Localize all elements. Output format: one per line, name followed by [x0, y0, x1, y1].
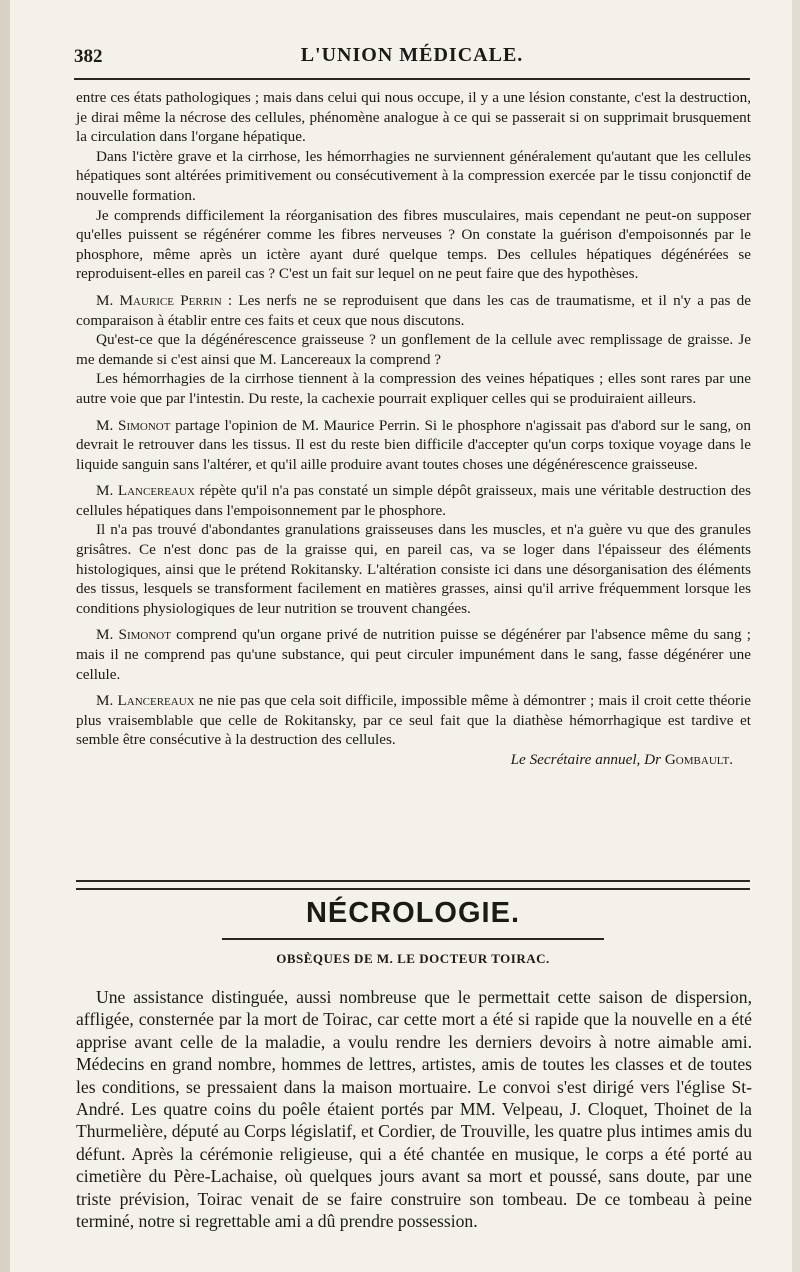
paragraph	[76, 481, 751, 520]
paragraph: Les hémorrhagies de la cirrhose tiennent à la compression des veines hépatiques ; elles sont rares par une autre voie que par l'intestin. Du reste, la cachexie pourrait expliquer celles qui se produiraient ailleurs.	[76, 370, 751, 407]
paragraph: Il n'a pas trouvé d'abondantes granulations graisseuses dans les muscles, et n'a guère vu que des granules grisâtres. Ce n'est donc pas de la graisse qui, en pareil cas, va se loger dans l'épaisseur des éléments histologiques, ainsi que le prétend Rokitansky. L'altération consiste ici dans une désorganisation des éléments des tissus, lesquels se transforment facilement en matières grasses, ainsi qu'il arrive fréquemment lorsque les conditions physiologiques de leur nutrition se trouvent changées.	[76, 521, 751, 617]
section-divider	[76, 880, 750, 890]
paragraph: entre ces états pathologiques ; mais dans celui qui nous occupe, il y a une lésion constante, c'est la destruction, je dirai même la nécrose des cellules, phénomène analogue à ce qui se passerait si on supprimait brusquement la circulation dans l'organe hépatique.	[76, 89, 751, 146]
running-title: L'UNION MÉDICALE.	[300, 44, 524, 66]
speaker-name: M. Maurice Perrin	[96, 291, 222, 309]
obituary-text: Une assistance distinguée, aussi nombreuse que le permettait cette saison de dispersion, affligée, consternée par la mort de Toirac, car cette mort a été si rapide que la nouvelle en a été apprise avant celle de la maladie, a voulu rendre les derniers devoirs à notre aimable ami. Médecins en grand nombre, hommes de lettres, artistes, amis de toutes les classes et de toutes les conditions, se pressaient dans la maison mortuaire. Le convoi s'est dirigé vers l'église St-André. Les quatre coins du poêle étaient portés par MM. Velpeau, J. Cloquet, Thoinet de la Thurmelière, député au Corps législatif, et Cordier, de Trouville, les quatre plus intimes amis du défunt. Après la cérémonie religieuse, qui a été chantée en musique, le corps a été porté au cimetière du Père-Lachaise, où quelques jours avant sa mort et poussé, sans doute, par une triste prévision, Toirac venait de se faire construire son tombeau. De ce tombeau à peine terminé, notre si regrettable ami a dû prendre possession.	[76, 987, 752, 1232]
signature-prefix: Dr	[640, 751, 665, 768]
header-rule	[74, 78, 750, 80]
page-edge-shadow	[0, 0, 10, 1272]
speaker-name: M. Lancereaux	[96, 692, 195, 710]
speaker-name: M. Simonot	[96, 626, 171, 644]
signature	[76, 750, 751, 770]
speaker-name: M. Lancereaux	[96, 482, 195, 500]
section-title: NÉCROLOGIE.	[305, 897, 520, 929]
page-number: 382	[74, 46, 103, 67]
paragraph	[76, 291, 751, 330]
speech-text: comprend qu'un organe privé de nutrition puisse se dégénérer par l'absence même du sang ; mais il ne comprend pas qu'une substance, qui peut circuler impunément dans le sang, fasse dégénérer une cellule.	[76, 626, 751, 683]
speech-text: répète qu'il n'a pas constaté un simple dépôt graisseux, mais une véritable destruction des cellules hépatiques dans l'empoisonnement par le phosphore.	[76, 482, 751, 519]
title-rule	[222, 938, 604, 940]
discussion-text	[76, 88, 751, 770]
paragraph: Dans l'ictère grave et la cirrhose, les hémorrhagies ne surviennent généralement qu'autant que les cellules hépatiques sont altérées primitivement ou consécutivement à la compression exercée par le tissu conjonctif de nouvelle formation.	[76, 147, 751, 204]
signature-role: Le Secrétaire annuel,	[510, 751, 641, 768]
paragraph: Je comprends difficilement la réorganisation des fibres musculaires, mais cependant ne peut-on supposer qu'elles puissent se régénérer comme les fibres nerveuses ? On constate la guérison d'empoisonnés par le phosphore, même après un ictère ayant duré quelque temps. Des cellules hépatiques dégénérées se reproduisent-elles en pareil cas ? C'est un fait sur lequel on ne peut faire que des hypothèses.	[76, 206, 751, 283]
page-edge-right	[792, 0, 800, 1272]
speech-text: ne nie pas que cela soit difficile, impossible même à démontrer ; mais il croit cette théorie plus vraisemblable que celle de Rokitansky, par ce seul fait que la diathèse hémorrhagique est tardive et semble être consécutive à la destruction des cellules.	[76, 692, 751, 749]
paragraph	[76, 691, 751, 750]
speaker-name: M. Simonot	[96, 416, 171, 434]
speech-text: : Les nerfs ne se reproduisent que dans les cas de traumatisme, et il n'y a pas de comparaison à établir entre ces faits et ceux que nous discutons.	[76, 291, 751, 329]
paragraph	[76, 625, 751, 684]
speech-text: partage l'opinion de M. Maurice Perrin. Si le phosphore n'agissait pas d'abord sur le sang, on devrait le retrouver dans les tissus. Il est du reste bien difficile d'accepter qu'un corps toxique voyage dans le liquide sanguin sans l'altérer, et qu'il aille produire avant toutes choses une dégénérescence graisseuse.	[76, 416, 751, 473]
article-subheading: OBSÈQUES DE M. LE DOCTEUR TOIRAC.	[276, 951, 550, 966]
paragraph: Qu'est-ce que la dégénérescence graisseuse ? un gonflement de la cellule avec remplissage de graisse. Je me demande si c'est ainsi que M. Lancereaux la comprend ?	[76, 331, 751, 368]
signature-name: Gombault.	[664, 751, 733, 768]
page-header	[74, 40, 750, 70]
paragraph	[76, 416, 751, 475]
